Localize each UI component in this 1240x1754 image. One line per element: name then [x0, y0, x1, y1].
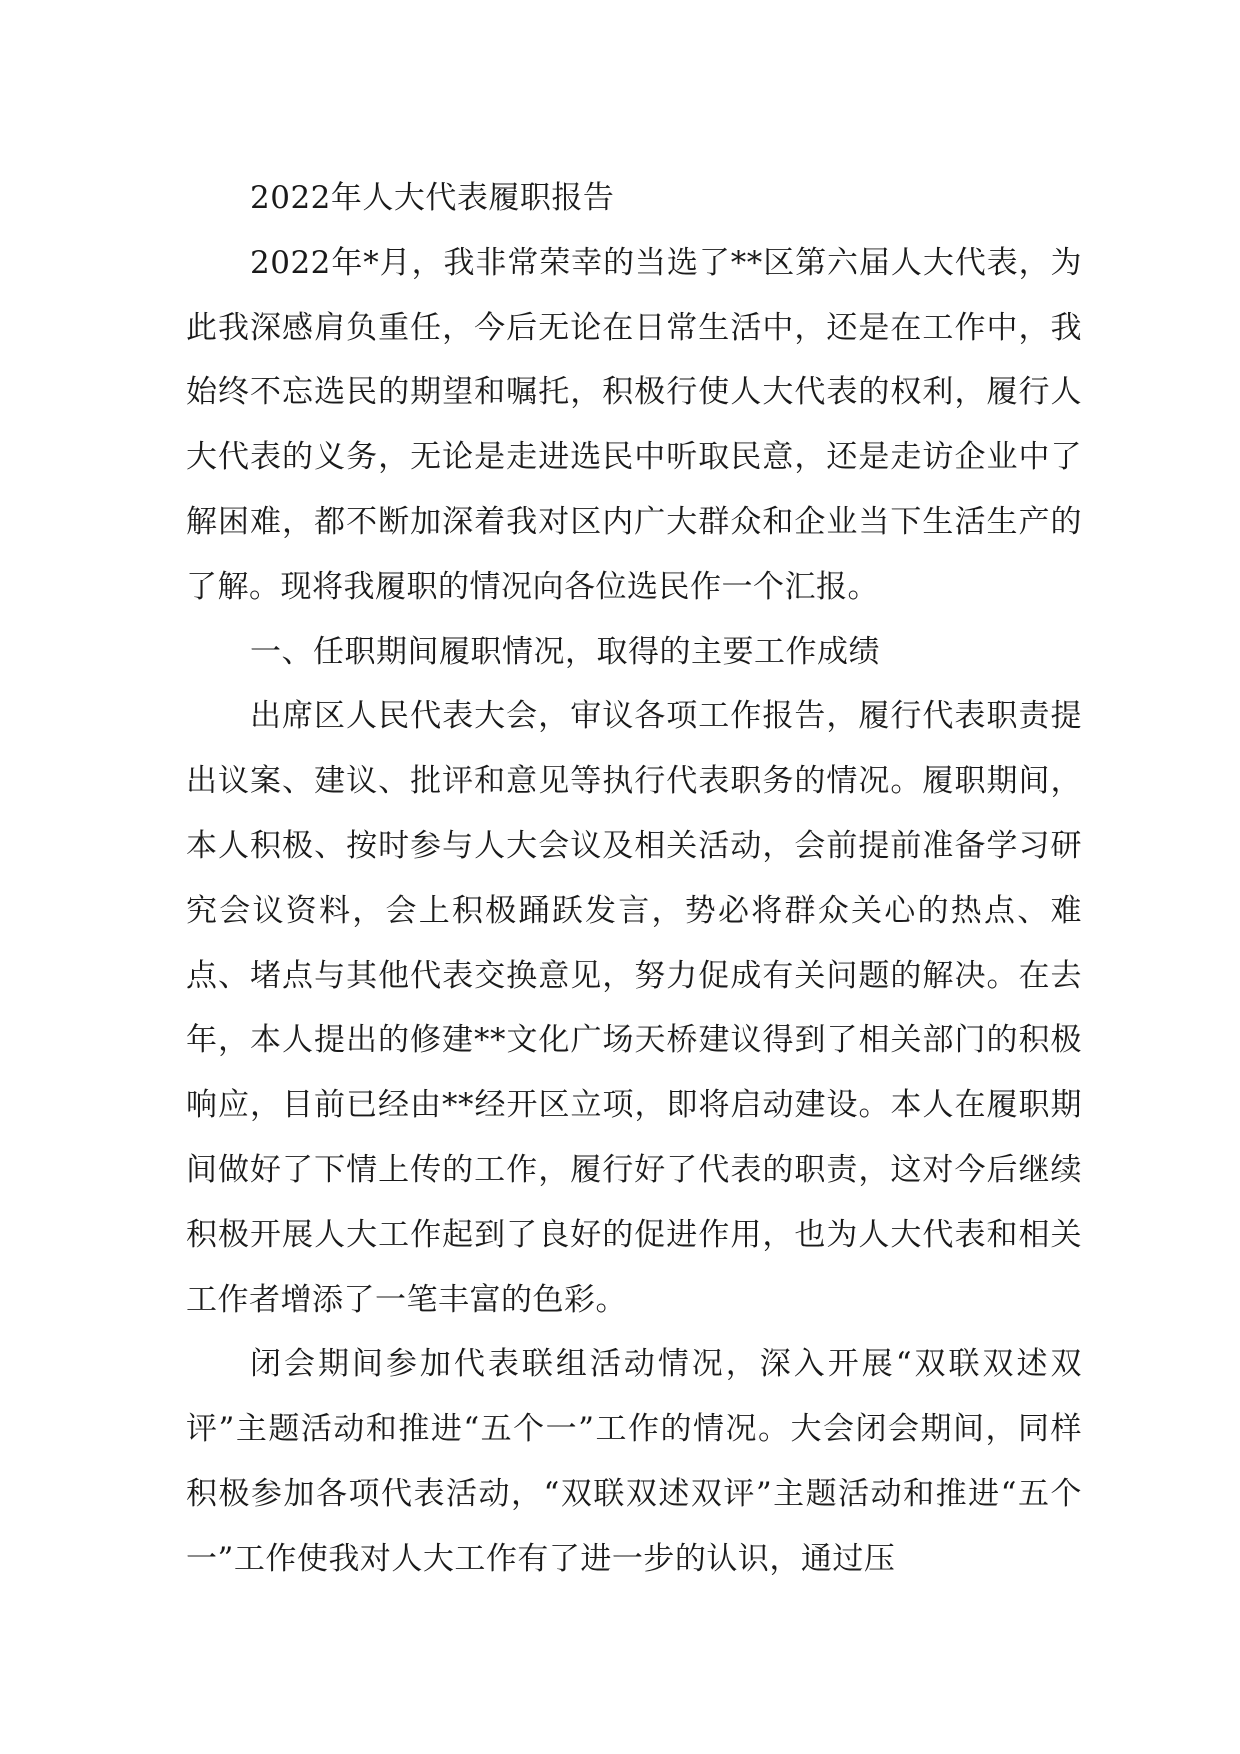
- section-heading-1: 一、任职期间履职情况，取得的主要工作成绩: [250, 633, 880, 670]
- paragraph-congress: 出席区人民代表大会，审议各项工作报告，履行代表职责提出议案、建议、批评和意见等执行代表职务的情况。履职期间，本人积极、按时参与人大会议及相关活动，会前提前准备学习研究会议资料，会上积极踊跃发言，势必将群众关心的热点、难点、堵点与其他代表交换意见，努力促成有关问题的解决。在去年，本人提出的修建**文化广场天桥建议得到了相关部门的积极响应，目前已经由**经开区立项，即将启动建设。本人在履职期间做好了下情上传的工作，履行好了代表的职责，这对今后继续积极开展人大工作起到了良好的促进作用，也为人大代表和相关工作者增添了一笔丰富的色彩。: [186, 698, 1082, 1318]
- paragraph-recess: 闭会期间参加代表联组活动情况，深入开展“双联双述双评”主题活动和推进“五个一”工作的情况。大会闭会期间，同样积极参加各项代表活动，“双联双述双评”主题活动和推进“五个一”工作使我对人大工作有了进一步的认识，通过压: [186, 1346, 1082, 1577]
- document-body: [186, 166, 1082, 1592]
- paragraph-intro: 2022年*月，我非常荣幸的当选了**区第六届人大代表，为此我深感肩负重任，今后无论在日常生活中，还是在工作中，我始终不忘选民的期望和嘱托，积极行使人大代表的权利，履行人大代表的义务，无论是走进选民中听取民意，还是走访企业中了解困难，都不断加深着我对区内广大群众和企业当下生活生产的了解。现将我履职的情况向各位选民作一个汇报。: [186, 244, 1082, 605]
- document-title: 2022年人大代表履职报告: [250, 180, 615, 216]
